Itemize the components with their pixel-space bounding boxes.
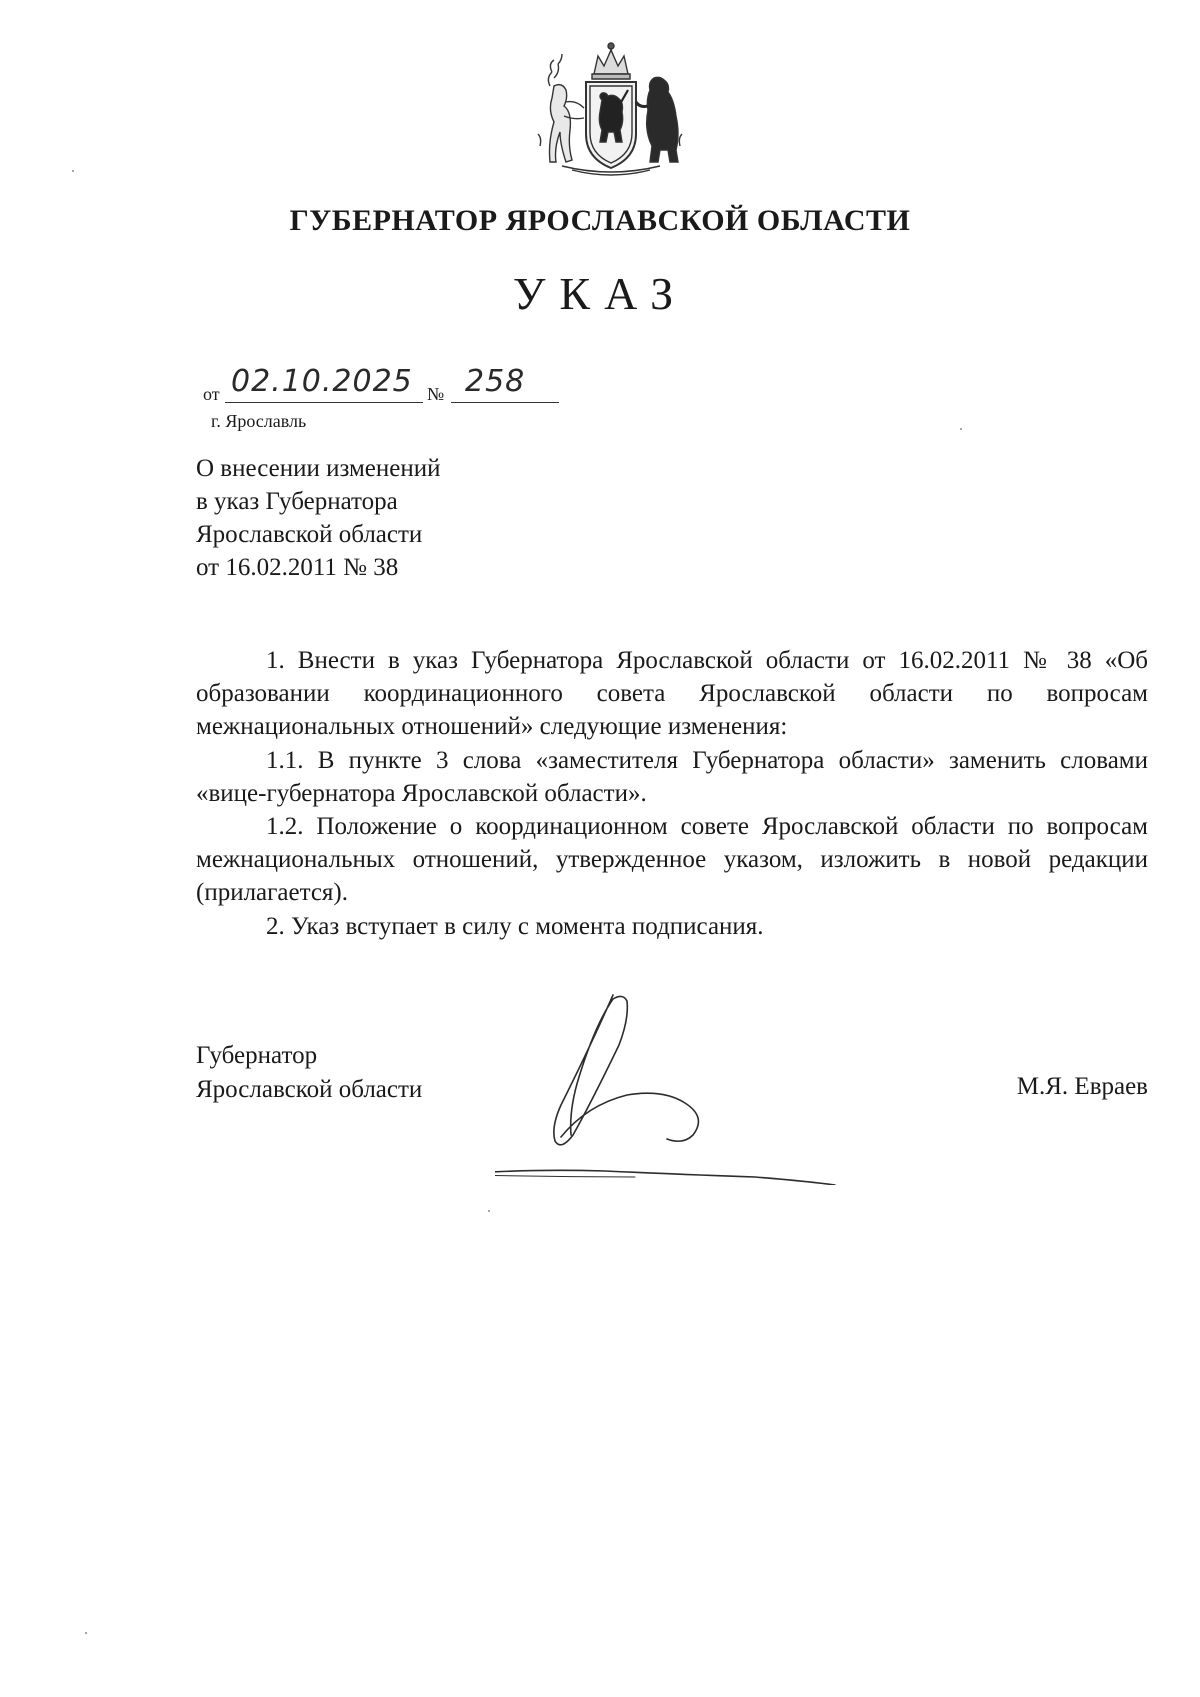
coat-of-arms-icon	[532, 38, 690, 178]
signatory-title-line: Губернатор	[196, 1042, 318, 1069]
date-value: 02.10.2025	[231, 364, 413, 399]
scan-speck	[72, 170, 74, 172]
number-prefix: №	[427, 384, 445, 404]
date-underline	[225, 402, 423, 403]
decree-subject	[196, 452, 441, 584]
subject-line: в указ Губернатора	[196, 488, 398, 515]
subject-line: от 16.02.2011 № 38	[196, 554, 399, 581]
body-paragraph: 1. Внести в указ Губернатора Ярославской области от 16.02.2011 № 38 «Об образовании координационного совета Ярославской области по вопросам межнациональных отношений» следующие изменения:	[196, 647, 1148, 741]
signatory-title-line: Ярославской области	[196, 1076, 423, 1103]
subject-line: Ярославской области	[196, 521, 423, 548]
scan-speck	[960, 428, 962, 430]
date-number-line	[203, 366, 563, 406]
date-prefix: от	[203, 384, 220, 404]
city-of-issue: г. Ярославль	[211, 411, 307, 431]
issuing-authority: ГУБЕРНАТОР ЯРОСЛАВСКОЙ ОБЛАСТИ	[289, 204, 911, 237]
body-paragraph: 2. Указ вступает в силу с момента подписания.	[266, 912, 764, 940]
document-type: УКАЗ	[512, 268, 688, 319]
body-paragraph: 1.1. В пункте 3 слова «заместителя Губернатора области» заменить словами «вице-губернатора Ярославской области».	[196, 746, 1148, 807]
signatory-title	[196, 1039, 422, 1107]
subject-line: О внесении изменений	[196, 455, 441, 482]
scan-speck	[488, 1210, 490, 1212]
signatory-name: М.Я. Евраев	[1016, 1073, 1148, 1100]
handwritten-signature	[495, 985, 915, 1185]
number-value: 258	[465, 364, 526, 399]
body-paragraph: 1.2. Положение о координационном совете Ярославской области по вопросам межнациональных отношений, утвержденное указом, изложить в новой редакции (прилагается).	[196, 813, 1148, 907]
scan-speck	[85, 1632, 87, 1634]
decree-body	[196, 644, 1148, 943]
number-underline	[451, 402, 559, 403]
